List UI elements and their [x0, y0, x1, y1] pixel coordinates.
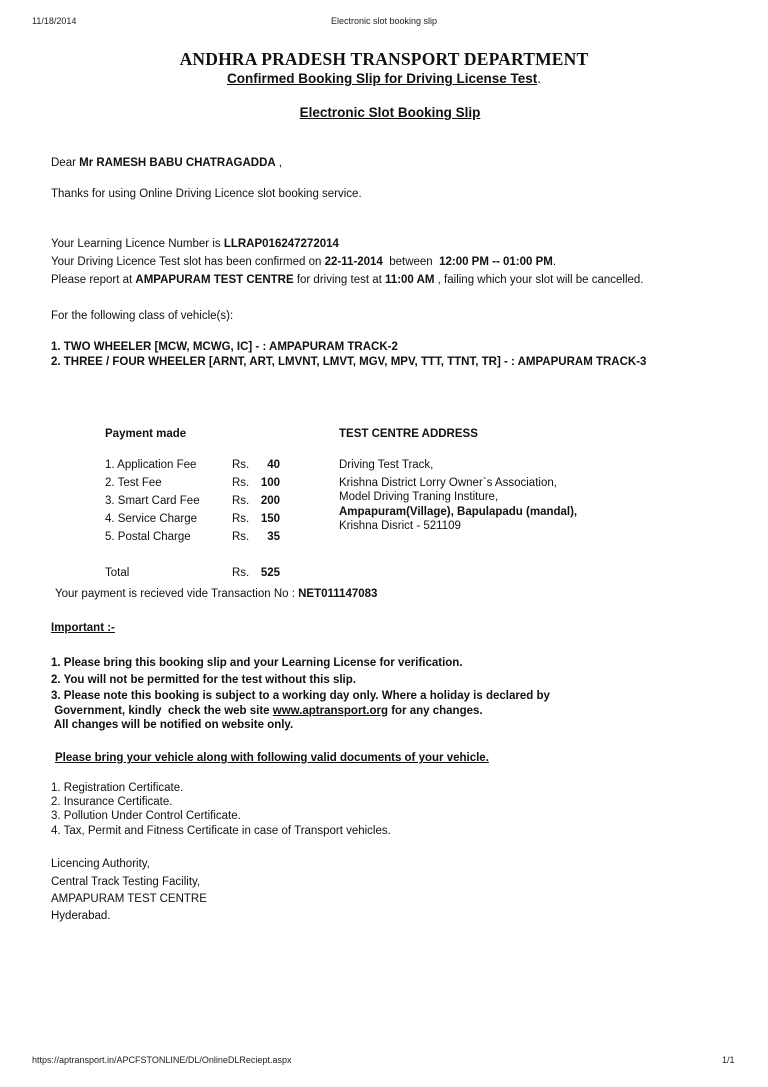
report-middle: for driving test at: [293, 274, 386, 286]
licence-line: [51, 238, 339, 250]
slot-prefix: Your Driving Licence Test slot has been confirmed on: [51, 256, 325, 268]
website-link[interactable]: www.aptransport.org: [272, 705, 388, 717]
address-line: Krishna District Lorry Owner`s Association,: [339, 477, 557, 489]
important-text: for any changes.: [388, 705, 483, 717]
fee-amount: 150: [260, 513, 280, 525]
department-title: ANDHRA PRADESH TRANSPORT DEPARTMENT: [179, 49, 589, 69]
slot-date: 22-11-2014: [324, 256, 383, 268]
slot-between: between: [382, 256, 440, 268]
total-amount: 525: [260, 567, 280, 579]
currency: Rs.: [232, 459, 250, 471]
slot-line: [51, 256, 556, 268]
report-centre: AMPAPURAM TEST CENTRE: [135, 274, 294, 286]
fee-label: 4. Service Charge: [105, 513, 198, 525]
document-item: 3. Pollution Under Control Certificate.: [51, 810, 241, 822]
fee-label: 2. Test Fee: [105, 477, 162, 489]
vehicle-class-item: 2. THREE / FOUR WHEELER [ARNT, ART, LMVNT, LMVT, MGV, MPV, TTT, TTNT, TR] - : AMPAPURAM TRACK-3: [51, 356, 647, 368]
signature-line: Licencing Authority,: [51, 858, 150, 870]
important-point-continued: [51, 705, 483, 717]
address-line: Ampapuram(Village), Bapulapadu (mandal),: [339, 506, 578, 518]
document-item: 1. Registration Certificate.: [51, 782, 184, 794]
fee-row: [105, 477, 280, 493]
fee-row: [105, 459, 280, 475]
address-line: Model Driving Traning Institure,: [339, 491, 499, 503]
total-row: [105, 567, 280, 583]
booking-subtitle: [0, 71, 768, 86]
fee-label: 1. Application Fee: [105, 459, 197, 471]
fee-label: 3. Smart Card Fee: [105, 495, 200, 507]
documents-heading: Please bring your vehicle along with following valid documents of your vehicle.: [55, 752, 489, 764]
currency: Rs.: [232, 513, 250, 525]
transaction-line: [55, 588, 377, 600]
important-point: 2. You will not be permitted for the test without this slip.: [51, 674, 356, 686]
currency: Rs.: [232, 495, 250, 507]
fee-amount: 40: [267, 459, 280, 471]
address-line: Krishna Disrict - 521109: [339, 520, 461, 532]
slot-suffix: .: [552, 256, 557, 268]
fee-amount: 200: [260, 495, 280, 507]
fee-label: 5. Postal Charge: [105, 531, 191, 543]
signature-line: Hyderabad.: [51, 910, 111, 922]
licence-prefix: Your Learning Licence Number is: [51, 238, 224, 250]
total-label: Total: [105, 567, 130, 579]
document-item: 4. Tax, Permit and Fitness Certificate in case of Transport vehicles.: [51, 825, 391, 837]
thanks-text: Thanks for using Online Driving Licence slot booking service.: [51, 188, 362, 200]
slip-title: Electronic Slot Booking Slip: [299, 105, 481, 120]
payment-heading: Payment made: [105, 428, 187, 440]
important-point: 3. Please note this booking is subject to a working day only. Where a holiday is declared by: [51, 690, 550, 702]
transaction-number: NET011147083: [298, 588, 378, 600]
booking-subtitle-text: Confirmed Booking Slip for Driving License Test: [226, 71, 538, 86]
report-line: [51, 274, 644, 286]
vehicle-class-item: 1. TWO WHEELER [MCW, MCWG, IC] - : AMPAPURAM TRACK-2: [51, 341, 398, 353]
greeting-suffix: ,: [275, 157, 283, 169]
address-line: Driving Test Track,: [339, 459, 434, 471]
report-prefix: Please report at: [51, 274, 136, 286]
important-point-continued: All changes will be notified on website only.: [51, 719, 294, 731]
fee-row: [105, 531, 280, 547]
currency: Rs.: [232, 567, 250, 579]
important-heading: Important :-: [51, 622, 115, 634]
fee-row: [105, 495, 280, 511]
page-number: 1/1: [722, 1055, 735, 1065]
signature-line: Central Track Testing Facility,: [51, 876, 201, 888]
fee-amount: 100: [260, 477, 280, 489]
signature-line: AMPAPURAM TEST CENTRE: [51, 893, 207, 905]
report-suffix: , failing which your slot will be cancelled.: [434, 274, 644, 286]
fee-row: [105, 513, 280, 529]
print-title: Electronic slot booking slip: [330, 16, 438, 26]
currency: Rs.: [232, 531, 250, 543]
vehicle-class-intro: For the following class of vehicle(s):: [51, 310, 234, 322]
slot-time: 12:00 PM -- 01:00 PM: [439, 256, 553, 268]
important-point: 1. Please bring this booking slip and your Learning License for verification.: [51, 657, 463, 669]
licence-number: LLRAP016247272014: [223, 238, 339, 250]
currency: Rs.: [232, 477, 250, 489]
centre-address-heading: TEST CENTRE ADDRESS: [339, 428, 478, 440]
booking-subtitle-suffix: .: [537, 71, 542, 86]
important-text: Government, kindly check the web site: [51, 705, 273, 717]
greeting: [51, 157, 282, 169]
greeting-prefix: Dear: [51, 157, 80, 169]
print-date: 11/18/2014: [32, 16, 77, 26]
fee-amount: 35: [267, 531, 280, 543]
applicant-name: Mr RAMESH BABU CHATRAGADDA: [79, 157, 276, 169]
transaction-prefix: Your payment is recieved vide Transaction No :: [55, 588, 299, 600]
report-time: 11:00 AM: [385, 274, 435, 286]
document-item: 2. Insurance Certificate.: [51, 796, 173, 808]
print-url: https://aptransport.in/APCFSTONLINE/DL/OnlineDLReciept.aspx: [32, 1055, 292, 1065]
